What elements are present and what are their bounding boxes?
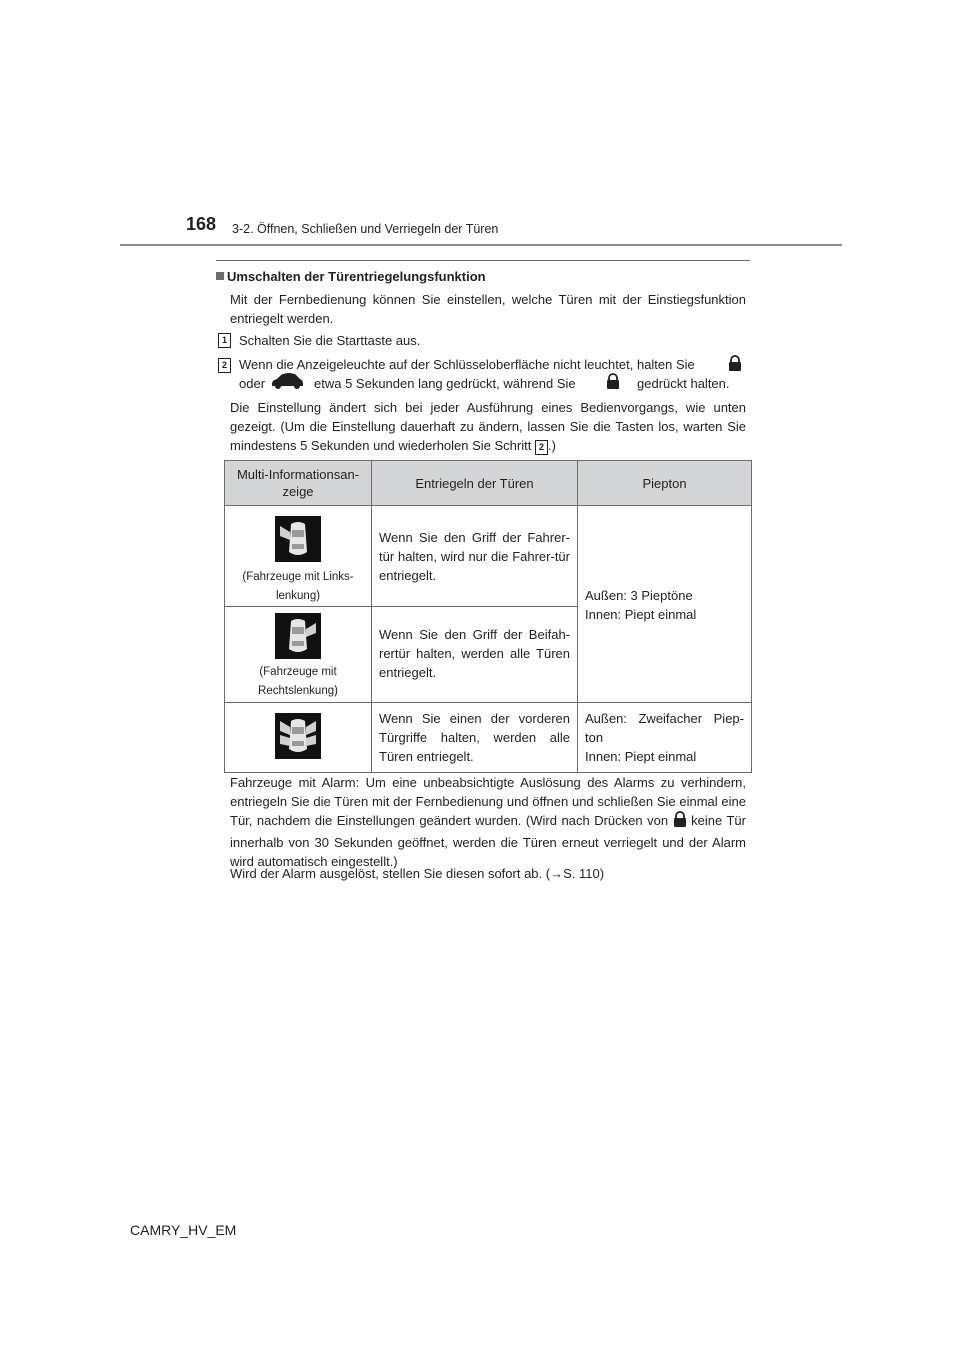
beep-inside: Innen: Piept einmal [585, 607, 697, 622]
step-number-1: 1 [218, 333, 231, 348]
table-row [225, 506, 752, 607]
description-text: Wenn Sie den Griff der Beifah-rertür halten, werden alle Türen entriegelt. [379, 627, 570, 680]
display-cell [225, 607, 372, 703]
intro-paragraph: Mit der Fernbedienung können Sie einstellen, welche Türen mit der Einstiegsfunktion entriegelt werden. [230, 292, 746, 326]
description-cell [372, 703, 578, 773]
header-rule [120, 244, 842, 246]
lock-icon [728, 355, 742, 377]
square-bullet-icon [216, 272, 224, 280]
display-cell [225, 703, 372, 773]
step-number-2: 2 [218, 358, 231, 373]
display-cell [225, 506, 372, 607]
caption-rhd: (Fahrzeuge mit Rechtslenkung) [258, 666, 338, 697]
model-code: CAMRY_HV_EM [130, 1222, 237, 1238]
beep-outside: Außen: 3 Pieptöne [585, 588, 693, 603]
page-number: 168 [186, 214, 217, 234]
lock-icon [606, 373, 620, 395]
lock-icon [673, 811, 687, 833]
car-door-left-icon [275, 516, 321, 562]
beep-cell [578, 506, 752, 703]
beep-inside: Innen: Piept einmal [585, 749, 697, 764]
alarm-paragraph: Fahrzeuge mit Alarm: Um eine unbeabsichtigte Auslösung des Alarms zu verhindern, entriegeln Sie die Türen mit der Fernbedienung und öffnen und schließen Sie einmal eine Tür, nachdem die Einstellungen geändert wurden. (Wird nach Drücken von keine Tür innerhalb von 30 Sekunden geöffnet, werden die Türen erneut verriegelt und der Alarm wird automatisch eingestellt.) [230, 775, 746, 869]
alarm-stop-text: Wird der Alarm ausgelöst, stellen Sie diesen sofort ab. (→S. 110) [230, 866, 605, 881]
car-doors-all-icon [275, 713, 321, 759]
column-header: Entriegeln der Türen [372, 461, 578, 506]
column-header: Multi-Informationsan-zeige [225, 461, 372, 506]
step-2-mid: etwa 5 Sekunden lang gedrückt, während Sie [314, 376, 576, 391]
step-2-oder: oder [239, 376, 266, 391]
car-icon [270, 372, 304, 395]
step-ref-box: 2 [535, 440, 548, 455]
car-door-right-icon [275, 613, 321, 659]
subsection-heading: Umschalten der Türentriegelungsfunktion [216, 269, 486, 284]
description-text: Wenn Sie einen der vorderen Türgriffe halten, werden alle Türen entriegelt. [379, 711, 570, 764]
caption-lhd: (Fahrzeuge mit Links-lenkung) [242, 571, 354, 602]
step-1-text: Schalten Sie die Starttaste aus. [239, 333, 421, 348]
description-cell [372, 607, 578, 703]
section-title: 3-2. Öffnen, Schließen und Verriegeln der Türen [232, 222, 499, 236]
description-text: Wenn Sie den Griff der Fahrer-tür halten, wird nur die Fahrer-tür entriegelt. [379, 530, 570, 583]
table-row [225, 703, 752, 773]
beep-cell [578, 703, 752, 773]
step-2-line1: Wenn die Anzeigeleuchte auf der Schlüsseloberfläche nicht leuchtet, halten Sie [239, 357, 695, 372]
beep-outside: Außen: Zweifacher Piep-ton [585, 711, 744, 745]
column-header: Piepton [578, 461, 752, 506]
page-reference-link[interactable]: →S. 110) [550, 866, 605, 881]
setting-paragraph: Die Einstellung ändert sich bei jeder Ausführung eines Bedienvorgangs, wie unten gezeigt. (Um die Einstellung dauerhaft zu ändern, lassen Sie die Tasten los, warten Sie mindestens 5 Sekunden und wiederholen Sie Schritt 2 .) [230, 400, 746, 453]
description-cell [372, 506, 578, 607]
step-2-end: gedrückt halten. [637, 376, 730, 391]
unlock-settings-table [224, 460, 752, 773]
divider [216, 260, 750, 261]
table-header-row [225, 461, 752, 506]
